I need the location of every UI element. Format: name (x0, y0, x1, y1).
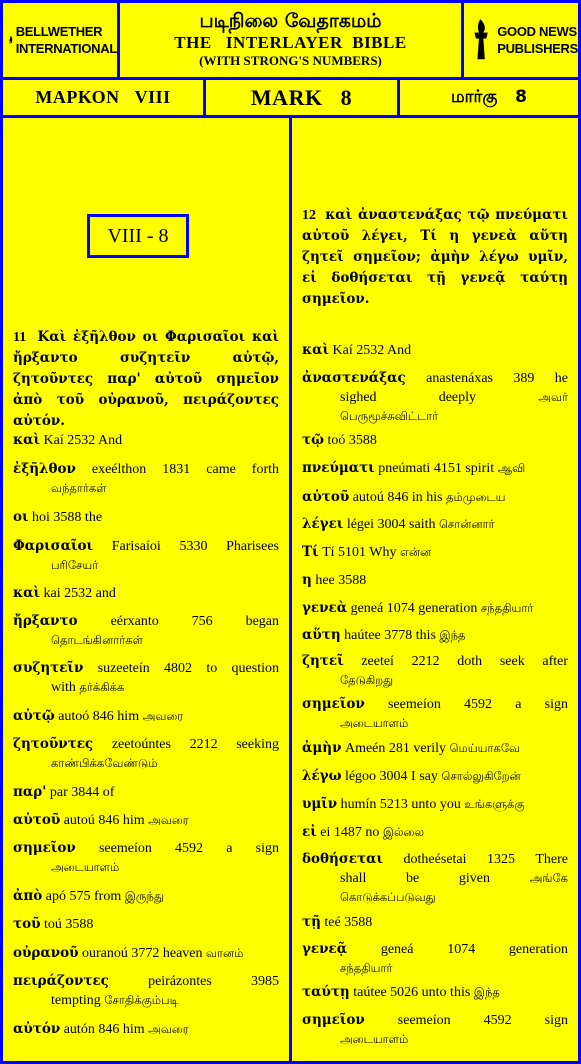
word-entry (13, 508, 279, 527)
chapter-label: VIII - 8 (87, 214, 189, 258)
word-entry (302, 652, 568, 690)
greek-word: Τί (302, 544, 319, 560)
entry-gloss: apó 575 from இருந்து (45, 889, 164, 904)
word-entry (302, 983, 568, 1002)
word-entry (302, 850, 568, 907)
entry-gloss-continued: கொடுக்கப்படுவது (340, 890, 436, 904)
word-entry (302, 913, 568, 932)
entry-gloss-continued: தொடங்கினார்கள் (51, 633, 143, 647)
right-column (292, 118, 578, 1061)
greek-word: καὶ (13, 432, 41, 448)
greek-word: παρ' (13, 784, 47, 800)
entry-gloss: haútee 3778 this இந்த (344, 628, 466, 643)
entry-gloss: autoú 846 him அவரை (63, 813, 189, 828)
entry-gloss: suzeeteín 4802 to question (97, 661, 279, 676)
entry-gloss-continued: காண்பிக்கவேண்டும் (51, 756, 158, 770)
greek-word: δοθήσεται (302, 851, 383, 867)
bellwether-sheep-icon (9, 10, 14, 70)
reference-english: MARK 8 (250, 84, 353, 110)
word-entry (302, 626, 568, 645)
entry-gloss: hoi 3588 the (32, 510, 103, 525)
word-entry (13, 1020, 279, 1039)
word-entry (302, 795, 568, 814)
entry-gloss: par 3844 of (49, 785, 115, 800)
entry-gloss-continued: shall be given அங்கே (340, 871, 568, 886)
entry-gloss: seemeíon 4592 a sign (387, 697, 568, 712)
word-entry (302, 739, 568, 758)
word-entry (13, 887, 279, 906)
word-entry (13, 584, 279, 603)
verse-12 (302, 205, 568, 310)
entry-gloss: kai 2532 and (43, 586, 116, 601)
word-entry (302, 695, 568, 733)
verse-11 (13, 327, 279, 432)
word-entry (302, 488, 568, 507)
greek-word: ταύτῃ (302, 984, 350, 1000)
greek-word: καὶ (302, 342, 330, 358)
greek-word: ἀναστενάξας (302, 370, 406, 386)
entry-gloss: seemeíon 4592 a sign (98, 841, 279, 856)
greek-word: οι (13, 509, 29, 525)
greek-word: γενεᾷ (302, 941, 348, 957)
entry-gloss-continued: வந்தார்கள் (51, 481, 107, 495)
torch-icon (470, 10, 495, 70)
entry-gloss-continued: சந்ததியார் (340, 961, 393, 975)
word-entry (13, 783, 279, 802)
greek-word: σημεῖον (302, 696, 365, 712)
bellwether-logo (3, 3, 117, 77)
reference-greek: ΜΑΡΚΟΝ VIII (35, 87, 171, 107)
word-entry (302, 431, 568, 450)
word-entry (13, 659, 279, 697)
entry-gloss: Kaí 2532 And (332, 343, 412, 358)
entry-gloss-continued: தேடுகிறது (340, 673, 394, 687)
reference-english-box (206, 80, 397, 115)
greek-word: υμῖν (302, 796, 338, 812)
greek-word: ἐξῆλθον (13, 461, 76, 477)
entry-gloss: ouranoú 3772 heaven வானம் (81, 946, 244, 961)
entry-gloss: légoo 3004 I say சொல்லுகிறேன் (344, 769, 521, 784)
word-entry (302, 823, 568, 842)
greek-word: αὐτῷ (13, 708, 55, 724)
entry-gloss: autón 846 him அவரை (63, 1022, 189, 1037)
word-entry (13, 972, 279, 1010)
entry-gloss-continued: பெருமூச்சுவிட்டார் (340, 409, 439, 423)
entry-gloss: autoó 846 him அவரை (58, 709, 184, 724)
entry-gloss: seemeíon 4592 sign (397, 1013, 568, 1028)
entry-gloss: teé 3588 (324, 915, 373, 930)
greek-word: ἤρξαντο (13, 613, 78, 629)
entry-gloss-continued: with தர்க்கிக்க (51, 680, 125, 695)
entry-gloss: geneá 1074 generation சந்ததியார் (350, 601, 534, 616)
greek-word: αὕτη (302, 627, 341, 643)
entry-gloss: ei 1487 no இல்லை (320, 825, 425, 840)
greek-word: λέγει (302, 516, 344, 532)
reference-greek-box (3, 80, 203, 115)
reference-tamil: மார்கு 8 (450, 86, 528, 107)
word-entry (13, 537, 279, 575)
word-entry (13, 915, 279, 934)
entry-gloss: exeélthon 1831 came forth (91, 462, 280, 477)
entry-gloss: toú 3588 (43, 917, 94, 932)
entry-gloss-continued: sighed deeply அவர் (340, 390, 568, 405)
greek-word: εἰ (302, 824, 317, 840)
entry-gloss-continued: பரிசேயர் (51, 558, 99, 572)
word-entry (13, 839, 279, 877)
word-entry (302, 369, 568, 426)
entry-gloss: hee 3588 (315, 573, 367, 588)
entry-gloss: zeeteí 2212 doth seek after (361, 654, 569, 669)
title-block (120, 3, 461, 77)
word-entry (13, 944, 279, 963)
word-entry (302, 571, 568, 590)
entry-gloss-continued: tempting சோதிக்கும்படி (51, 993, 179, 1008)
word-entry (13, 460, 279, 498)
entry-gloss: taútee 5026 unto this இந்த (353, 985, 500, 1000)
word-entry (302, 767, 568, 786)
right-logo-line-1: GOOD NEWS (497, 24, 577, 39)
word-entry (302, 515, 568, 534)
greek-word: λέγω (302, 768, 342, 784)
entry-gloss: humín 5213 unto you உங்களுக்கு (340, 797, 525, 812)
greek-word: αὐτόν (13, 1021, 61, 1037)
entry-gloss: Tí 5101 Why என்ன (322, 545, 432, 560)
entry-gloss: pneúmati 4151 spirit ஆவி (378, 461, 526, 476)
entry-gloss: Farisaíoi 5330 Pharisees (111, 539, 279, 554)
right-logo-line-2: PUBLISHERS (497, 41, 578, 56)
entry-gloss-continued: அடையாளம் (340, 716, 409, 730)
greek-word: ζητοῦντες (13, 736, 94, 752)
verse-greek-text: Καὶ ἐξῆλθον οι Φαρισαῖοι καὶ ἤρξαντο συζητεῖν αὐτῷ, ζητοῦντες παρ' αὐτοῦ σημεῖον ἀπὸ τοῦ οὐρανοῦ, πειράζοντες αὐτόν. (13, 329, 279, 429)
verse-number: 12 (302, 208, 316, 223)
entry-gloss: Kaí 2532 And (43, 433, 123, 448)
good-news-logo (464, 3, 578, 77)
greek-word: τῷ (302, 432, 324, 448)
entry-gloss: dotheésetai 1325 There (403, 852, 568, 867)
greek-word: τοῦ (13, 916, 41, 932)
entry-gloss: anastenáxas 389 he (426, 371, 568, 386)
reference-tamil-box (400, 80, 578, 115)
greek-word: σημεῖον (302, 1012, 365, 1028)
word-entry (13, 431, 279, 450)
word-entry (302, 940, 568, 978)
greek-word: σημεῖον (13, 840, 76, 856)
word-entry (13, 735, 279, 773)
word-entry (13, 811, 279, 830)
greek-word: τῇ (302, 914, 321, 930)
greek-word: πνεύματι (302, 460, 375, 476)
greek-word: η (302, 572, 312, 588)
greek-word: ἀπὸ (13, 888, 43, 904)
left-logo-line-2: INTERNATIONAL (15, 41, 117, 56)
entry-gloss: peirázontes 3985 (148, 974, 279, 989)
title-subtitle: (WITH STRONG'S NUMBERS) (199, 53, 382, 68)
word-entry (13, 612, 279, 650)
entry-gloss-continued: அடையாளம் (51, 860, 120, 874)
title-english: THE INTERLAYER BIBLE (174, 33, 407, 52)
entry-gloss: eérxanto 756 began (110, 614, 280, 629)
greek-word: οὐρανοῦ (13, 945, 79, 961)
greek-word: ἀμὴν (302, 740, 342, 756)
entry-gloss: autoú 846 in his தம்முடைய (352, 490, 506, 505)
greek-word: αὐτοῦ (13, 812, 61, 828)
greek-word: καὶ (13, 585, 41, 601)
left-logo-line-1: BELLWETHER (15, 24, 103, 39)
entry-gloss: zeetoúntes 2212 seeking (111, 737, 279, 752)
word-entry (302, 1011, 568, 1049)
left-column (3, 118, 289, 1061)
title-tamil: படிநிலை வேதாகமம் (199, 10, 382, 32)
greek-word: ζητεῖ (302, 653, 344, 669)
entry-gloss: légei 3004 saith சொன்னார் (346, 517, 495, 532)
greek-word: πειράζοντες (13, 973, 109, 989)
word-entry (302, 459, 568, 478)
word-entry (302, 599, 568, 618)
word-entry (13, 707, 279, 726)
greek-word: συζητεῖν (13, 660, 84, 676)
entry-gloss: geneá 1074 generation (380, 942, 569, 957)
greek-word: Φαρισαῖοι (13, 538, 94, 554)
entry-gloss: Ameén 281 verily மெய்யாகவே (344, 741, 521, 756)
greek-word: αὐτοῦ (302, 489, 350, 505)
entry-gloss-continued: அடையாளம் (340, 1032, 409, 1046)
word-entry (302, 543, 568, 562)
word-entry (302, 341, 568, 360)
entry-gloss: toó 3588 (327, 433, 377, 448)
greek-word: γενεὰ (302, 600, 348, 616)
verse-number: 11 (13, 330, 27, 345)
verse-greek-text: καὶ ἀναστενάξας τῷ πνεύματι αὐτοῦ λέγει, Τί η γενεὰ αὕτη ζητεῖ σημεῖον; ἀμὴν λέγω υμῖν, εἰ δοθήσεται τῇ γενεᾷ ταύτῃ σημεῖον. (302, 207, 568, 307)
